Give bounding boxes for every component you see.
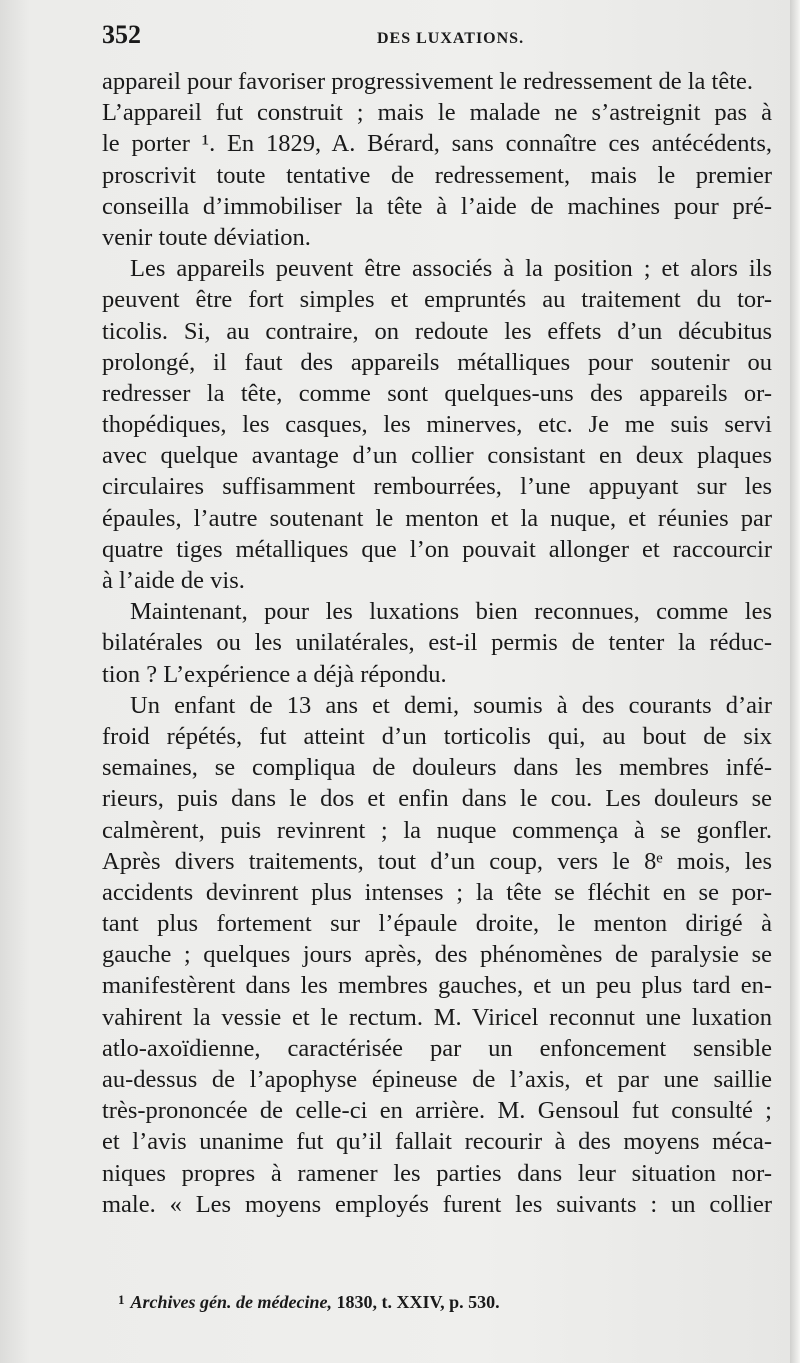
footnote-source: Archives gén. de médecine, [130, 1292, 332, 1312]
text-line: calmèrent, puis revinrent ; la nuque commença à se gonfler. [102, 816, 772, 844]
text-line: Un enfant de 13 ans et demi, soumis à des courants d’air [130, 691, 772, 719]
text-line: quatre tiges métalliques que l’on pouvait allonger et raccourcir [102, 535, 772, 563]
text-line: circulaires suffisamment rembourrées, l’une appuyant sur les [102, 473, 772, 501]
text-line: froid répétés, fut atteint d’un torticolis qui, au bout de six [102, 722, 772, 750]
text-line: accidents devinrent plus intenses ; la tête se fléchit en se por- [102, 878, 772, 906]
footnote-citation: 1830, t. XXIV, p. 530. [331, 1292, 500, 1312]
page-header [102, 20, 772, 60]
text-line: le porter ¹. En 1829, A. Bérard, sans connaître ces antécédents, [102, 130, 772, 158]
text-line: Les appareils peuvent être associés à la position ; et alors ils [130, 255, 772, 283]
text-line: avec quelque avantage d’un collier consistant en deux plaques [102, 442, 772, 470]
page-number: 352 [102, 20, 141, 49]
text-line: atlo-axoïdienne, caractérisée par un enfoncement sensible [102, 1034, 772, 1062]
text-line: manifestèrent dans les membres gauches, et un peu plus tard en- [102, 972, 772, 1000]
text-line: Après divers traitements, tout d’un coup, vers le 8ᵉ mois, les [102, 847, 772, 875]
text-line: venir toute déviation. [102, 223, 311, 251]
body-text [102, 66, 772, 1220]
text-line: très-prononcée de celle-ci en arrière. M. Gensoul fut consulté ; [102, 1097, 772, 1125]
text-line: male. « Les moyens employés furent les suivants : un collier [102, 1190, 772, 1218]
footnote [118, 1292, 758, 1313]
text-line: et l’avis unanime fut qu’il fallait recourir à des moyens méca- [102, 1128, 772, 1156]
text-line: à l’aide de vis. [102, 567, 245, 594]
page-edge [790, 0, 800, 1363]
text-line: redresser la tête, comme sont quelques-uns des appareils or- [102, 379, 772, 407]
text-line: thopédiques, les casques, les minerves, etc. Je me suis servi [102, 411, 772, 439]
text-line: conseilla d’immobiliser la tête à l’aide de machines pour pré- [102, 192, 772, 220]
text-line: appareil pour favoriser progressivement le redressement de la tête. [102, 68, 754, 95]
text-line: gauche ; quelques jours après, des phénomènes de paralysie se [102, 941, 772, 969]
text-line: prolongé, il faut des appareils métalliques pour soutenir ou [102, 348, 772, 376]
text-line: épaules, l’autre soutenant le menton et la nuque, et réunies par [102, 504, 772, 532]
footnote-marker: 1 [118, 1292, 125, 1307]
text-line: rieurs, puis dans le dos et enfin dans le cou. Les douleurs se [102, 785, 772, 813]
text-line: ticolis. Si, au contraire, on redoute les effets d’un décubitus [102, 317, 772, 345]
text-line: semaines, se compliqua de douleurs dans les membres infé- [102, 754, 772, 782]
running-title: DES LUXATIONS. [377, 30, 525, 47]
text-line: vahirent la vessie et le rectum. M. Viricel reconnut une luxation [102, 1003, 772, 1031]
text-line: tion ? L’expérience a déjà répondu. [102, 660, 447, 688]
text-line: proscrivit toute tentative de redressement, mais le premier [102, 161, 772, 189]
text-line: peuvent être fort simples et empruntés au traitement du tor- [102, 286, 772, 314]
text-line: au-dessus de l’apophyse épineuse de l’axis, et par une saillie [102, 1066, 772, 1093]
text-line: tant plus fortement sur l’épaule droite, le menton dirigé à [102, 910, 772, 938]
text-line: L’appareil fut construit ; mais le malade ne s’astreignit pas à [102, 99, 772, 127]
text-line: Maintenant, pour les luxations bien reconnues, comme les [130, 598, 772, 626]
text-line: niques propres à ramener les parties dans leur situation nor- [102, 1159, 772, 1187]
text-line: bilatérales ou les unilatérales, est-il permis de tenter la réduc- [102, 629, 772, 657]
